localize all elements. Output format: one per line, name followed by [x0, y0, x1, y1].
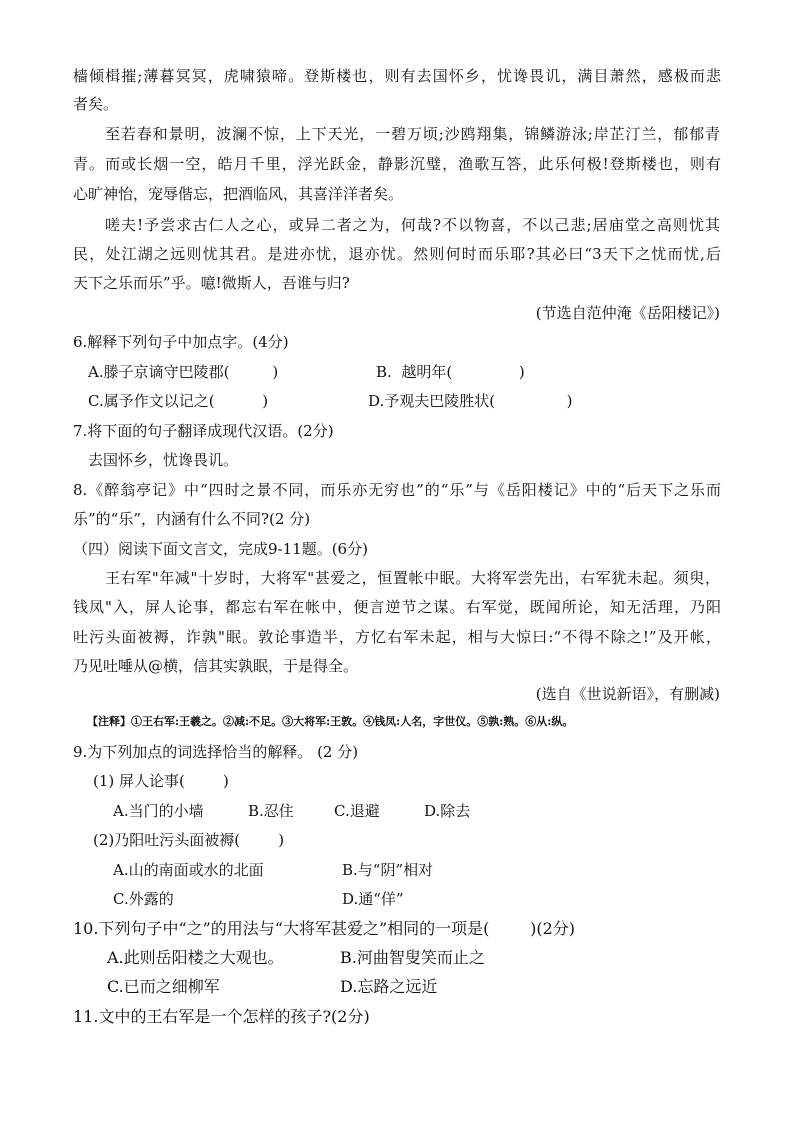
q9-sub2-option-b: B.与“阴”相对 — [342, 861, 434, 879]
q9-sub2-option-a: A.山的南面或水的北面 — [113, 861, 264, 879]
question-9-stem: 9.为下列加点的词选择恰当的解释。 (2 分) — [73, 743, 359, 761]
q9-sub1-option-a: A.当门的小墙 — [113, 802, 204, 820]
q10-option-d: D.忘路之远近 — [340, 977, 438, 996]
q6-option-b: B. 越明年( ) — [376, 363, 525, 381]
q6-option-c: C.属予作文以记之( ) — [88, 392, 269, 410]
q9-sub1-option-d: D.除去 — [424, 802, 471, 820]
passage-line: 天下之乐而乐”乎。噫!微斯人，吾谁与归? — [73, 274, 350, 292]
q9-sub2-option-d: D.通“佯” — [342, 890, 404, 908]
q10-option-b: B.河曲智叟笑而止之 — [340, 948, 485, 967]
passage-line: 樯倾楫摧;薄暮冥冥，虎啸猿啼。登斯楼也，则有去国怀乡，忧谗畏讥，满目萧然，感极而悲 — [73, 67, 721, 85]
passage-line: 民，处江湖之远则忧其君。是进亦忧，退亦忧。然则何时而乐耶?其必曰“3天下之忧而忧,后 — [73, 245, 721, 263]
section-4-line: 钱凤"入，屏人论事，都忘右军在帐中，便言逆节之谋。右军觉，既闻所论，知无活理，乃阳 — [73, 598, 721, 616]
q9-sub2-text: (2)乃阳吐污头面被褥( ) — [93, 831, 285, 849]
question-11-stem: 11.文中的王右军是一个怎样的孩子?(2分) — [73, 1007, 370, 1026]
passage-line: 至若春和景明，波澜不惊，上下天光，一碧万顷;沙鸥翔集，锦鳞游泳;岸芷汀兰，郁郁青 — [105, 125, 720, 143]
section-4-source: (选自《世说新语》，有删减) — [535, 685, 720, 703]
question-8-line: 乐”的“乐”，内涵有什么不同?(2 分) — [73, 510, 311, 528]
question-7-stem: 7.将下面的句子翻译成现代汉语。(2分) — [73, 422, 334, 440]
q9-sub2-option-c: C.外露的 — [113, 890, 174, 908]
section-4-heading: （四）阅读下面文言文，完成9-11题。(6分) — [73, 540, 368, 558]
section-4-line: 王右军"年减"十岁时，大将军"甚爱之，恒置帐中眠。大将军尝先出，右军犹未起。须臾， — [105, 569, 720, 587]
section-4-line: 乃见吐唾从@横，信其实孰眠，于是得全。 — [73, 657, 359, 675]
q9-sub1-text: (1) 屏人论事( ) — [93, 772, 229, 790]
section-4-line: 吐污头面被褥，诈孰"眠。敦论事造半，方忆右军未起，相与大惊曰:“不得不除之!”及开帐， — [73, 628, 721, 646]
q10-option-a: A.此则岳阳楼之大观也。 — [107, 948, 284, 967]
q9-sub1-option-b: B.忍住 — [248, 802, 294, 820]
passage-source: (节选自范仲淹《岳阳楼记》) — [535, 304, 720, 322]
passage-line: 青。而或长烟一空，皓月千里，浮光跃金，静影沉璧，渔歌互答，此乐何极!登斯楼也，则有 — [73, 155, 721, 173]
section-4-notes: 【注释】①王右军:王羲之。②减:不足。③大将军:王敦。④钱凤:人名，字世仪。⑤孰:熟。⑥从:纵。 — [87, 715, 574, 728]
q6-option-a: A.滕子京谪守巴陵郡( ) — [88, 363, 279, 381]
q9-sub1-option-c: C.退避 — [334, 802, 380, 820]
passage-line: 嗟夫!予尝求古仁人之心，或异二者之为，何哉?不以物喜，不以己悲;居庙堂之高则忧其 — [105, 216, 720, 234]
q6-option-d: D.予观夫巴陵胜状( ) — [368, 392, 573, 410]
question-10-stem: 10.下列句子中“之”的用法与“大将军甚爱之”相同的一项是( )(2分) — [73, 919, 576, 938]
question-7-sentence: 去国怀乡，忧谗畏讥。 — [88, 451, 239, 469]
question-8-line: 8.《醉翁亭记》中“四时之景不同，而乐亦无穷也”的“乐”与《岳阳楼记》中的“后天下之乐而 — [73, 481, 721, 499]
passage-line: 者矣。 — [73, 95, 119, 113]
question-6-stem: 6.解释下列句子中加点字。(4分) — [73, 333, 289, 351]
q10-option-c: C.已而之细柳军 — [107, 977, 220, 996]
passage-line: 心旷神怡，宠辱偕忘，把酒临风，其喜洋洋者矣。 — [73, 185, 404, 203]
